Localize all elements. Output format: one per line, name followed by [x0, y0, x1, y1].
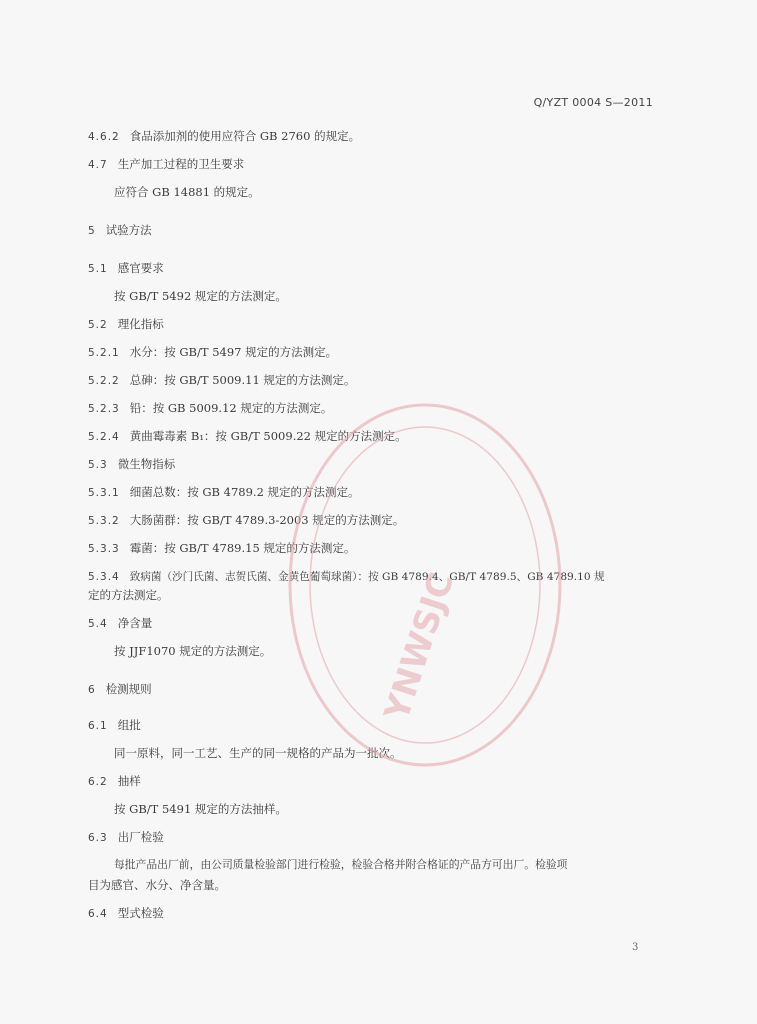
clause-text: 按 JJF1070 规定的方法测定。 [114, 644, 272, 658]
clause-number: 5.3.3 [88, 543, 120, 555]
clause-text: 铅：按 GB 5009.12 规定的方法测定。 [129, 401, 333, 415]
clause-text: 试验方法 [105, 223, 152, 237]
clause-number: 5.3.4 [88, 571, 120, 583]
standard-code: Q/YZT 0004 S—2011 [533, 96, 653, 109]
clause-body [114, 643, 271, 659]
clause-5-1 [88, 260, 164, 276]
clause-6-3 [88, 829, 164, 845]
clause-number: 5.3.1 [88, 487, 120, 499]
clause-5-3-2 [88, 512, 404, 528]
clause-number: 4.6.2 [88, 131, 120, 143]
clause-4-7 [88, 156, 244, 172]
clause-text: 型式检验 [117, 906, 164, 920]
clause-text: 黄曲霉毒素 B₁：按 GB/T 5009.22 规定的方法测定。 [129, 429, 407, 443]
clause-5-3-3 [88, 540, 355, 556]
clause-number: 5.3.2 [88, 515, 120, 527]
clause-text: 目为感官、水分、净含量。 [88, 878, 226, 892]
clause-number: 5.4 [88, 618, 108, 630]
clause-text: 大肠菌群：按 GB/T 4789.3-2003 规定的方法测定。 [129, 513, 405, 527]
clause-text: 按 GB/T 5492 规定的方法测定。 [114, 289, 287, 303]
clause-5-3 [88, 456, 175, 472]
clause-text: 组批 [117, 718, 141, 732]
clause-text: 应符合 GB 14881 的规定。 [114, 185, 260, 199]
clause-number: 6.1 [88, 720, 108, 732]
clause-5-2-3 [88, 400, 332, 416]
clause-number: 5.2.2 [88, 375, 120, 387]
clause-text: 检测规则 [105, 682, 152, 696]
clause-text: 感官要求 [117, 261, 164, 275]
clause-text: 抽样 [117, 774, 141, 788]
clause-5-4 [88, 615, 152, 631]
clause-text: 出厂检验 [117, 830, 164, 844]
clause-5-2-1 [88, 344, 337, 360]
page-number: 3 [632, 942, 639, 953]
clause-6-1 [88, 717, 141, 733]
clause-4-6-2 [88, 128, 360, 144]
seal-text: YNWSJC [376, 567, 463, 726]
clause-number: 5.2.3 [88, 403, 120, 415]
clause-5-3-4 [88, 569, 605, 584]
clause-text: 同一原料，同一工艺、生产的同一规格的产品为一批次。 [114, 746, 402, 760]
clause-number: 6.4 [88, 908, 108, 920]
clause-text: 食品添加剂的使用应符合 GB 2760 的规定。 [129, 129, 361, 143]
clause-body [114, 857, 567, 872]
clause-number: 5.2 [88, 319, 108, 331]
clause-body [114, 745, 402, 761]
clause-text: 细菌总数：按 GB 4789.2 规定的方法测定。 [129, 485, 360, 499]
clause-text: 净含量 [117, 616, 153, 630]
clause-body [114, 184, 260, 200]
clause-5-2 [88, 316, 164, 332]
clause-text: 致病菌（沙门氏菌、志贺氏菌、金黄色葡萄球菌）：按 GB 4789.4、GB/T 4789.5、GB 4789.10 规 [129, 571, 605, 583]
clause-6-2 [88, 773, 141, 789]
section-6 [88, 681, 152, 697]
clause-number: 6.2 [88, 776, 108, 788]
clause-continuation [88, 587, 169, 603]
clause-number: 5.2.1 [88, 347, 120, 359]
clause-number: 6.3 [88, 832, 108, 844]
clause-text: 按 GB/T 5491 规定的方法抽样。 [114, 802, 287, 816]
clause-number: 5.1 [88, 263, 108, 275]
clause-number: 6 [88, 684, 96, 696]
clause-text: 每批产品出厂前，由公司质量检验部门进行检验，检验合格并附合格证的产品方可出厂。检验项 [114, 858, 568, 871]
clause-number: 5.3 [88, 459, 108, 471]
section-5 [88, 222, 152, 238]
clause-6-4 [88, 905, 164, 921]
clause-text: 水分：按 GB/T 5497 规定的方法测定。 [129, 345, 338, 359]
clause-text: 微生物指标 [117, 457, 176, 471]
clause-continuation [88, 877, 226, 893]
clause-5-2-4 [88, 428, 407, 444]
clause-text: 定的方法测定。 [88, 588, 169, 602]
clause-number: 5 [88, 225, 96, 237]
clause-text: 生产加工过程的卫生要求 [117, 157, 245, 171]
clause-number: 5.2.4 [88, 431, 120, 443]
clause-5-2-2 [88, 372, 355, 388]
clause-text: 理化指标 [117, 317, 164, 331]
clause-5-3-1 [88, 484, 360, 500]
seal-stamp [280, 390, 570, 780]
clause-body [114, 801, 287, 817]
clause-number: 4.7 [88, 159, 108, 171]
clause-text: 霉菌：按 GB/T 4789.15 规定的方法测定。 [129, 541, 356, 555]
clause-body [114, 288, 287, 304]
clause-text: 总砷：按 GB/T 5009.11 规定的方法测定。 [129, 373, 356, 387]
